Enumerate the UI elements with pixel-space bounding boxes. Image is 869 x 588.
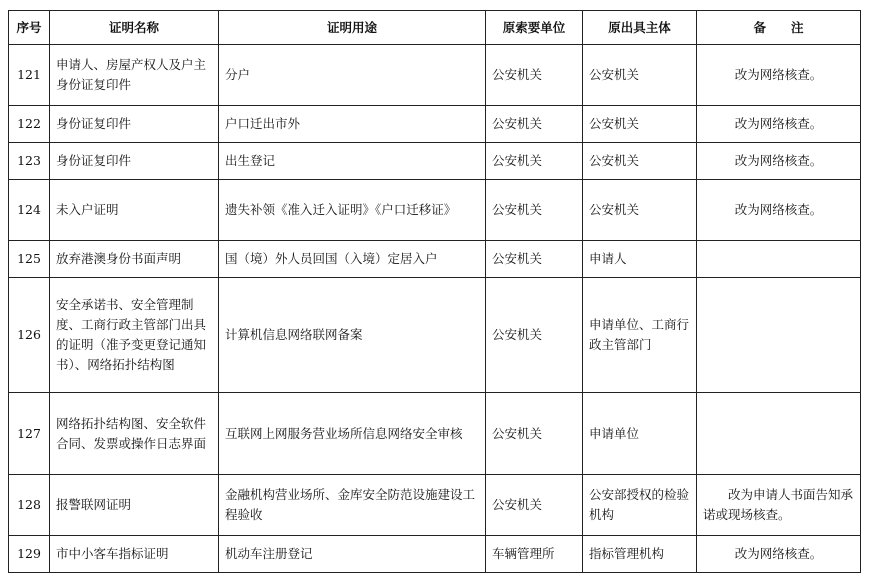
cell-seq: 123 <box>9 143 50 180</box>
cell-seq: 126 <box>9 278 50 393</box>
cell-name: 身份证复印件 <box>50 143 219 180</box>
header-name: 证明名称 <box>50 11 219 45</box>
cell-name: 市中小客车指标证明 <box>50 536 219 573</box>
cell-requester: 公安机关 <box>486 475 583 536</box>
cell-remark: 改为网络核查。 <box>697 106 861 143</box>
header-original-issuer: 原出具主体 <box>583 11 697 45</box>
cell-usage: 出生登记 <box>219 143 486 180</box>
cell-remark <box>697 393 861 475</box>
cell-remark: 改为申请人书面告知承诺或现场核查。 <box>697 475 861 536</box>
table-row <box>9 45 861 106</box>
cell-issuer: 公安部授权的检验机构 <box>583 475 697 536</box>
table-row <box>9 241 861 278</box>
cell-name: 报警联网证明 <box>50 475 219 536</box>
cell-name: 网络拓扑结构图、安全软件合同、发票或操作日志界面 <box>50 393 219 475</box>
cell-issuer: 申请单位、工商行政主管部门 <box>583 278 697 393</box>
cell-usage: 户口迁出市外 <box>219 106 486 143</box>
cell-usage: 互联网上网服务营业场所信息网络安全审核 <box>219 393 486 475</box>
cell-usage: 分户 <box>219 45 486 106</box>
cell-name: 放弃港澳身份书面声明 <box>50 241 219 278</box>
cell-requester: 公安机关 <box>486 278 583 393</box>
cell-issuer: 公安机关 <box>583 45 697 106</box>
cell-requester: 公安机关 <box>486 45 583 106</box>
cell-requester: 公安机关 <box>486 241 583 278</box>
cell-issuer: 公安机关 <box>583 143 697 180</box>
cell-usage: 机动车注册登记 <box>219 536 486 573</box>
cell-remark: 改为网络核查。 <box>697 143 861 180</box>
header-usage: 证明用途 <box>219 11 486 45</box>
cell-remark: 改为网络核查。 <box>697 45 861 106</box>
header-original-requester: 原索要单位 <box>486 11 583 45</box>
cell-issuer: 公安机关 <box>583 106 697 143</box>
cell-name: 身份证复印件 <box>50 106 219 143</box>
cell-usage: 计算机信息网络联网备案 <box>219 278 486 393</box>
table-row <box>9 393 861 475</box>
table-row <box>9 475 861 536</box>
cell-requester: 公安机关 <box>486 143 583 180</box>
cell-usage: 金融机构营业场所、金库安全防范设施建设工程验收 <box>219 475 486 536</box>
table-header-row <box>9 11 861 45</box>
cell-remark: 改为网络核查。 <box>697 536 861 573</box>
cell-seq: 127 <box>9 393 50 475</box>
cell-issuer: 申请单位 <box>583 393 697 475</box>
cell-requester: 公安机关 <box>486 180 583 241</box>
table-row <box>9 106 861 143</box>
cell-name: 安全承诺书、安全管理制度、工商行政主管部门出具的证明（准予变更登记通知书）、网络拓扑结构图 <box>50 278 219 393</box>
cell-seq: 129 <box>9 536 50 573</box>
table-row <box>9 143 861 180</box>
cell-remark <box>697 278 861 393</box>
header-seq: 序号 <box>9 11 50 45</box>
table-row <box>9 536 861 573</box>
cell-remark <box>697 241 861 278</box>
cell-remark: 改为网络核查。 <box>697 180 861 241</box>
table-row <box>9 278 861 393</box>
cell-requester: 公安机关 <box>486 393 583 475</box>
cell-seq: 125 <box>9 241 50 278</box>
certificate-table <box>8 10 861 573</box>
table-row <box>9 180 861 241</box>
cell-name: 申请人、房屋产权人及户主身份证复印件 <box>50 45 219 106</box>
cell-seq: 122 <box>9 106 50 143</box>
cell-seq: 121 <box>9 45 50 106</box>
cell-issuer: 公安机关 <box>583 180 697 241</box>
cell-usage: 遗失补领《准入迁入证明》《户口迁移证》 <box>219 180 486 241</box>
cell-issuer: 指标管理机构 <box>583 536 697 573</box>
cell-seq: 124 <box>9 180 50 241</box>
cell-issuer: 申请人 <box>583 241 697 278</box>
cell-usage: 国（境）外人员回国（入境）定居入户 <box>219 241 486 278</box>
cell-seq: 128 <box>9 475 50 536</box>
header-remark: 备 注 <box>697 11 861 45</box>
cell-name: 未入户证明 <box>50 180 219 241</box>
cell-requester: 公安机关 <box>486 106 583 143</box>
cell-requester: 车辆管理所 <box>486 536 583 573</box>
